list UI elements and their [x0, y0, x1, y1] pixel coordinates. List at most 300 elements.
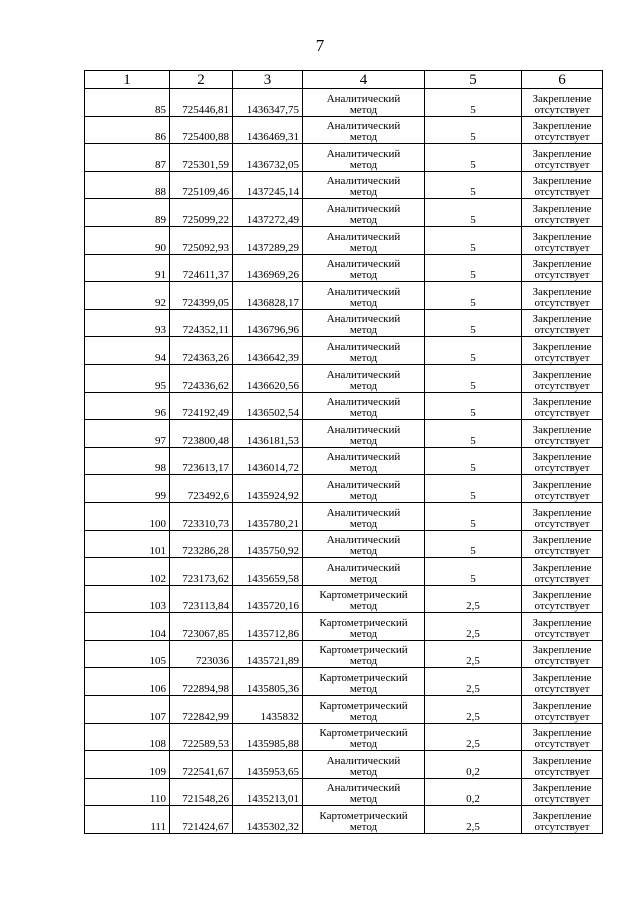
coord-x: 724611,37: [170, 254, 233, 282]
point-number: 99: [85, 475, 170, 503]
point-number: 91: [85, 254, 170, 282]
table-row: [85, 696, 603, 724]
accuracy: 5: [425, 254, 522, 282]
method-cell: [303, 254, 425, 282]
fixing-line-1: Закрепление: [532, 451, 592, 464]
coord-x: 725301,59: [170, 144, 233, 172]
fixing-line-1: Закрепление: [532, 313, 592, 326]
accuracy: 5: [425, 530, 522, 558]
fixing-line-1: Закрепление: [532, 258, 592, 271]
fixing-cell: [522, 530, 603, 558]
fixing-line-1: Закрепление: [532, 644, 592, 657]
accuracy: 5: [425, 171, 522, 199]
accuracy: 2,5: [425, 640, 522, 668]
table-row: [85, 585, 603, 613]
method-line-2: метод: [349, 296, 378, 309]
accuracy: 5: [425, 502, 522, 530]
table-row: [85, 530, 603, 558]
coord-x: 723286,28: [170, 530, 233, 558]
coord-y: 1436502,54: [233, 392, 303, 420]
fixing-line-2: отсутствует: [534, 269, 590, 282]
header-col-3: 3: [233, 71, 303, 89]
method-line-2: метод: [349, 655, 378, 668]
coord-y: 1437245,14: [233, 171, 303, 199]
fixing-line-1: Закрепление: [532, 92, 592, 105]
fixing-line-1: Закрепление: [532, 561, 592, 574]
point-number: 95: [85, 364, 170, 392]
method-cell: [303, 585, 425, 613]
fixing-line-1: Закрепление: [532, 285, 592, 298]
method-cell: [303, 751, 425, 779]
method-line-2: метод: [349, 489, 378, 502]
header-col-5: 5: [425, 71, 522, 89]
method-line-2: метод: [349, 572, 378, 585]
table-row: [85, 502, 603, 530]
coord-y: 1435213,01: [233, 778, 303, 806]
table-row: [85, 723, 603, 751]
accuracy: 2,5: [425, 613, 522, 641]
fixing-line-2: отсутствует: [534, 407, 590, 420]
coord-y: 1435720,16: [233, 585, 303, 613]
fixing-line-1: Закрепление: [532, 175, 592, 188]
method-line-2: метод: [349, 517, 378, 530]
fixing-line-2: отсутствует: [534, 655, 590, 668]
accuracy: 5: [425, 475, 522, 503]
method-line-1: Аналитический: [326, 561, 401, 574]
coord-y: 1436347,75: [233, 89, 303, 117]
accuracy: 0,2: [425, 751, 522, 779]
fixing-line-2: отсутствует: [534, 324, 590, 337]
fixing-cell: [522, 116, 603, 144]
fixing-cell: [522, 89, 603, 117]
point-number: 98: [85, 447, 170, 475]
point-number: 93: [85, 309, 170, 337]
coord-x: 723492,6: [170, 475, 233, 503]
coord-y: 1436620,56: [233, 364, 303, 392]
method-line-1: Аналитический: [326, 340, 401, 353]
method-line-2: метод: [349, 600, 378, 613]
fixing-line-1: Закрепление: [532, 147, 592, 160]
point-number: 110: [85, 778, 170, 806]
method-line-1: Аналитический: [326, 451, 401, 464]
point-number: 111: [85, 806, 170, 834]
fixing-line-2: отсутствует: [534, 379, 590, 392]
coord-x: 724399,05: [170, 282, 233, 310]
fixing-cell: [522, 475, 603, 503]
table-row: [85, 226, 603, 254]
fixing-line-2: отсутствует: [534, 351, 590, 364]
fixing-line-1: Закрепление: [532, 396, 592, 409]
fixing-line-2: отсутствует: [534, 434, 590, 447]
fixing-line-2: отсутствует: [534, 517, 590, 530]
coord-y: 1435924,92: [233, 475, 303, 503]
point-number: 87: [85, 144, 170, 172]
fixing-line-1: Закрепление: [532, 727, 592, 740]
point-number: 109: [85, 751, 170, 779]
point-number: 108: [85, 723, 170, 751]
fixing-line-1: Закрепление: [532, 782, 592, 795]
coord-y: 1436469,31: [233, 116, 303, 144]
fixing-cell: [522, 447, 603, 475]
fixing-line-2: отсутствует: [534, 462, 590, 475]
method-line-1: Картометрический: [319, 644, 408, 657]
coord-x: 722842,99: [170, 696, 233, 724]
table-body: [85, 89, 603, 834]
coord-y: 1435712,86: [233, 613, 303, 641]
fixing-line-1: Закрепление: [532, 699, 592, 712]
accuracy: 5: [425, 558, 522, 586]
coord-x: 725099,22: [170, 199, 233, 227]
method-cell: [303, 723, 425, 751]
table-row: [85, 751, 603, 779]
accuracy: 2,5: [425, 806, 522, 834]
fixing-line-2: отсутствует: [534, 683, 590, 696]
method-line-1: Аналитический: [326, 230, 401, 243]
fixing-line-2: отсутствует: [534, 489, 590, 502]
method-cell: [303, 806, 425, 834]
method-line-1: Аналитический: [326, 258, 401, 271]
point-number: 102: [85, 558, 170, 586]
table-row: [85, 199, 603, 227]
fixing-cell: [522, 282, 603, 310]
table-row: [85, 364, 603, 392]
coord-x: 721548,26: [170, 778, 233, 806]
fixing-cell: [522, 144, 603, 172]
table-row: [85, 420, 603, 448]
method-line-1: Аналитический: [326, 506, 401, 519]
accuracy: 5: [425, 420, 522, 448]
fixing-cell: [522, 337, 603, 365]
fixing-cell: [522, 585, 603, 613]
method-cell: [303, 668, 425, 696]
table-row: [85, 558, 603, 586]
coord-y: 1435302,32: [233, 806, 303, 834]
coord-y: 1435805,36: [233, 668, 303, 696]
method-line-1: Картометрический: [319, 616, 408, 629]
method-line-2: метод: [349, 407, 378, 420]
point-number: 96: [85, 392, 170, 420]
method-line-2: метод: [349, 738, 378, 751]
table-row: [85, 447, 603, 475]
fixing-cell: [522, 778, 603, 806]
method-line-1: Аналитический: [326, 147, 401, 160]
accuracy: 2,5: [425, 585, 522, 613]
method-line-1: Аналитический: [326, 782, 401, 795]
header-col-6: 6: [522, 71, 603, 89]
point-number: 92: [85, 282, 170, 310]
coord-y: 1437289,29: [233, 226, 303, 254]
coord-x: 725092,93: [170, 226, 233, 254]
accuracy: 5: [425, 447, 522, 475]
coord-x: 724352,11: [170, 309, 233, 337]
coord-y: 1436642,39: [233, 337, 303, 365]
accuracy: 2,5: [425, 696, 522, 724]
accuracy: 2,5: [425, 668, 522, 696]
table-row: [85, 778, 603, 806]
coord-y: 1436732,05: [233, 144, 303, 172]
table-row: [85, 144, 603, 172]
accuracy: 5: [425, 392, 522, 420]
method-line-1: Аналитический: [326, 285, 401, 298]
fixing-cell: [522, 806, 603, 834]
fixing-line-1: Закрепление: [532, 616, 592, 629]
method-cell: [303, 502, 425, 530]
method-line-1: Картометрический: [319, 727, 408, 740]
fixing-line-2: отсутствует: [534, 103, 590, 116]
method-cell: [303, 171, 425, 199]
accuracy: 5: [425, 226, 522, 254]
method-line-2: метод: [349, 158, 378, 171]
fixing-cell: [522, 364, 603, 392]
method-line-1: Аналитический: [326, 120, 401, 133]
method-line-2: метод: [349, 627, 378, 640]
accuracy: 5: [425, 282, 522, 310]
fixing-cell: [522, 171, 603, 199]
coord-x: 724192,49: [170, 392, 233, 420]
coord-y: 1435985,88: [233, 723, 303, 751]
header-col-4: 4: [303, 71, 425, 89]
coord-x: 722541,67: [170, 751, 233, 779]
coord-x: 725109,46: [170, 171, 233, 199]
fixing-cell: [522, 420, 603, 448]
method-cell: [303, 613, 425, 641]
fixing-line-1: Закрепление: [532, 423, 592, 436]
coord-y: 1435832: [233, 696, 303, 724]
method-line-2: метод: [349, 821, 378, 834]
method-cell: [303, 447, 425, 475]
method-cell: [303, 144, 425, 172]
header-col-1: 1: [85, 71, 170, 89]
coord-y: 1435659,58: [233, 558, 303, 586]
table-row: [85, 806, 603, 834]
coord-x: 722894,98: [170, 668, 233, 696]
point-number: 94: [85, 337, 170, 365]
method-line-2: метод: [349, 545, 378, 558]
method-line-1: Аналитический: [326, 202, 401, 215]
method-cell: [303, 282, 425, 310]
coord-x: 723036: [170, 640, 233, 668]
method-line-2: метод: [349, 765, 378, 778]
point-number: 103: [85, 585, 170, 613]
method-cell: [303, 420, 425, 448]
coord-y: 1437272,49: [233, 199, 303, 227]
fixing-line-2: отсутствует: [534, 186, 590, 199]
method-cell: [303, 696, 425, 724]
coord-x: 723113,84: [170, 585, 233, 613]
point-number: 90: [85, 226, 170, 254]
method-cell: [303, 778, 425, 806]
method-cell: [303, 475, 425, 503]
coord-y: 1435721,89: [233, 640, 303, 668]
fixing-line-1: Закрепление: [532, 478, 592, 491]
coord-y: 1436181,53: [233, 420, 303, 448]
table-row: [85, 116, 603, 144]
table-row: [85, 613, 603, 641]
accuracy: 5: [425, 199, 522, 227]
coord-y: 1436796,96: [233, 309, 303, 337]
point-number: 105: [85, 640, 170, 668]
accuracy: 5: [425, 337, 522, 365]
coord-y: 1436828,17: [233, 282, 303, 310]
method-line-2: метод: [349, 186, 378, 199]
method-line-2: метод: [349, 324, 378, 337]
method-line-2: метод: [349, 793, 378, 806]
accuracy: 5: [425, 89, 522, 117]
method-line-2: метод: [349, 241, 378, 254]
fixing-cell: [522, 640, 603, 668]
method-line-2: метод: [349, 683, 378, 696]
table-row: [85, 89, 603, 117]
fixing-line-2: отсутствует: [534, 545, 590, 558]
method-cell: [303, 309, 425, 337]
fixing-cell: [522, 199, 603, 227]
table-row: [85, 282, 603, 310]
fixing-cell: [522, 696, 603, 724]
coord-y: 1436969,26: [233, 254, 303, 282]
coord-x: 723613,17: [170, 447, 233, 475]
coord-x: 721424,67: [170, 806, 233, 834]
method-line-1: Аналитический: [326, 175, 401, 188]
fixing-line-1: Закрепление: [532, 202, 592, 215]
method-cell: [303, 89, 425, 117]
fixing-cell: [522, 751, 603, 779]
coord-y: 1435750,92: [233, 530, 303, 558]
fixing-line-2: отсутствует: [534, 131, 590, 144]
method-cell: [303, 558, 425, 586]
fixing-line-1: Закрепление: [532, 368, 592, 381]
point-number: 101: [85, 530, 170, 558]
accuracy: 5: [425, 309, 522, 337]
coord-x: 725446,81: [170, 89, 233, 117]
coord-x: 722589,53: [170, 723, 233, 751]
table-row: [85, 309, 603, 337]
coord-x: 723173,62: [170, 558, 233, 586]
method-line-2: метод: [349, 351, 378, 364]
fixing-cell: [522, 558, 603, 586]
method-line-1: Аналитический: [326, 313, 401, 326]
fixing-line-1: Закрепление: [532, 506, 592, 519]
fixing-line-1: Закрепление: [532, 120, 592, 133]
accuracy: 0,2: [425, 778, 522, 806]
point-number: 106: [85, 668, 170, 696]
header-col-2: 2: [170, 71, 233, 89]
method-line-2: метод: [349, 269, 378, 282]
coord-y: 1435780,21: [233, 502, 303, 530]
fixing-line-1: Закрепление: [532, 230, 592, 243]
method-line-2: метод: [349, 103, 378, 116]
table-row: [85, 668, 603, 696]
method-cell: [303, 116, 425, 144]
method-cell: [303, 337, 425, 365]
accuracy: 5: [425, 116, 522, 144]
fixing-line-2: отсутствует: [534, 158, 590, 171]
table-row: [85, 392, 603, 420]
point-number: 86: [85, 116, 170, 144]
fixing-line-1: Закрепление: [532, 672, 592, 685]
coord-y: 1436014,72: [233, 447, 303, 475]
method-cell: [303, 530, 425, 558]
method-cell: [303, 640, 425, 668]
fixing-line-1: Закрепление: [532, 754, 592, 767]
coordinates-table: [84, 70, 603, 834]
fixing-line-1: Закрепление: [532, 340, 592, 353]
point-number: 97: [85, 420, 170, 448]
point-number: 88: [85, 171, 170, 199]
fixing-cell: [522, 613, 603, 641]
table-row: [85, 171, 603, 199]
fixing-line-2: отсутствует: [534, 738, 590, 751]
fixing-line-1: Закрепление: [532, 810, 592, 823]
coord-x: 725400,88: [170, 116, 233, 144]
method-line-1: Аналитический: [326, 478, 401, 491]
method-line-2: метод: [349, 213, 378, 226]
fixing-line-2: отсутствует: [534, 821, 590, 834]
fixing-cell: [522, 254, 603, 282]
table-header: [85, 71, 603, 89]
coord-y: 1435953,65: [233, 751, 303, 779]
method-line-2: метод: [349, 379, 378, 392]
coord-x: 724363,26: [170, 337, 233, 365]
fixing-cell: [522, 502, 603, 530]
method-line-1: Аналитический: [326, 754, 401, 767]
method-line-1: Аналитический: [326, 396, 401, 409]
fixing-cell: [522, 723, 603, 751]
fixing-line-2: отсутствует: [534, 765, 590, 778]
fixing-line-1: Закрепление: [532, 589, 592, 602]
accuracy: 2,5: [425, 723, 522, 751]
method-cell: [303, 392, 425, 420]
method-line-1: Аналитический: [326, 368, 401, 381]
method-cell: [303, 199, 425, 227]
method-line-1: Аналитический: [326, 423, 401, 436]
fixing-cell: [522, 668, 603, 696]
method-line-2: метод: [349, 462, 378, 475]
fixing-line-2: отсутствует: [534, 793, 590, 806]
fixing-line-2: отсутствует: [534, 213, 590, 226]
fixing-cell: [522, 309, 603, 337]
accuracy: 5: [425, 364, 522, 392]
fixing-line-2: отсутствует: [534, 296, 590, 309]
fixing-line-1: Закрепление: [532, 534, 592, 547]
method-cell: [303, 226, 425, 254]
method-line-2: метод: [349, 434, 378, 447]
fixing-line-2: отсутствует: [534, 627, 590, 640]
point-number: 85: [85, 89, 170, 117]
fixing-line-2: отсутствует: [534, 600, 590, 613]
method-line-2: метод: [349, 710, 378, 723]
method-line-1: Картометрический: [319, 810, 408, 823]
point-number: 104: [85, 613, 170, 641]
fixing-line-2: отсутствует: [534, 572, 590, 585]
fixing-cell: [522, 226, 603, 254]
point-number: 107: [85, 696, 170, 724]
table-row: [85, 254, 603, 282]
method-line-1: Картометрический: [319, 672, 408, 685]
method-line-1: Аналитический: [326, 92, 401, 105]
fixing-line-2: отсутствует: [534, 241, 590, 254]
method-line-1: Картометрический: [319, 589, 408, 602]
coord-x: 723800,48: [170, 420, 233, 448]
method-line-2: метод: [349, 131, 378, 144]
method-line-1: Картометрический: [319, 699, 408, 712]
table-row: [85, 640, 603, 668]
method-cell: [303, 364, 425, 392]
page-number: 7: [315, 36, 325, 55]
header-row: [85, 71, 603, 89]
coord-x: 723067,85: [170, 613, 233, 641]
point-number: 100: [85, 502, 170, 530]
fixing-line-2: отсутствует: [534, 710, 590, 723]
